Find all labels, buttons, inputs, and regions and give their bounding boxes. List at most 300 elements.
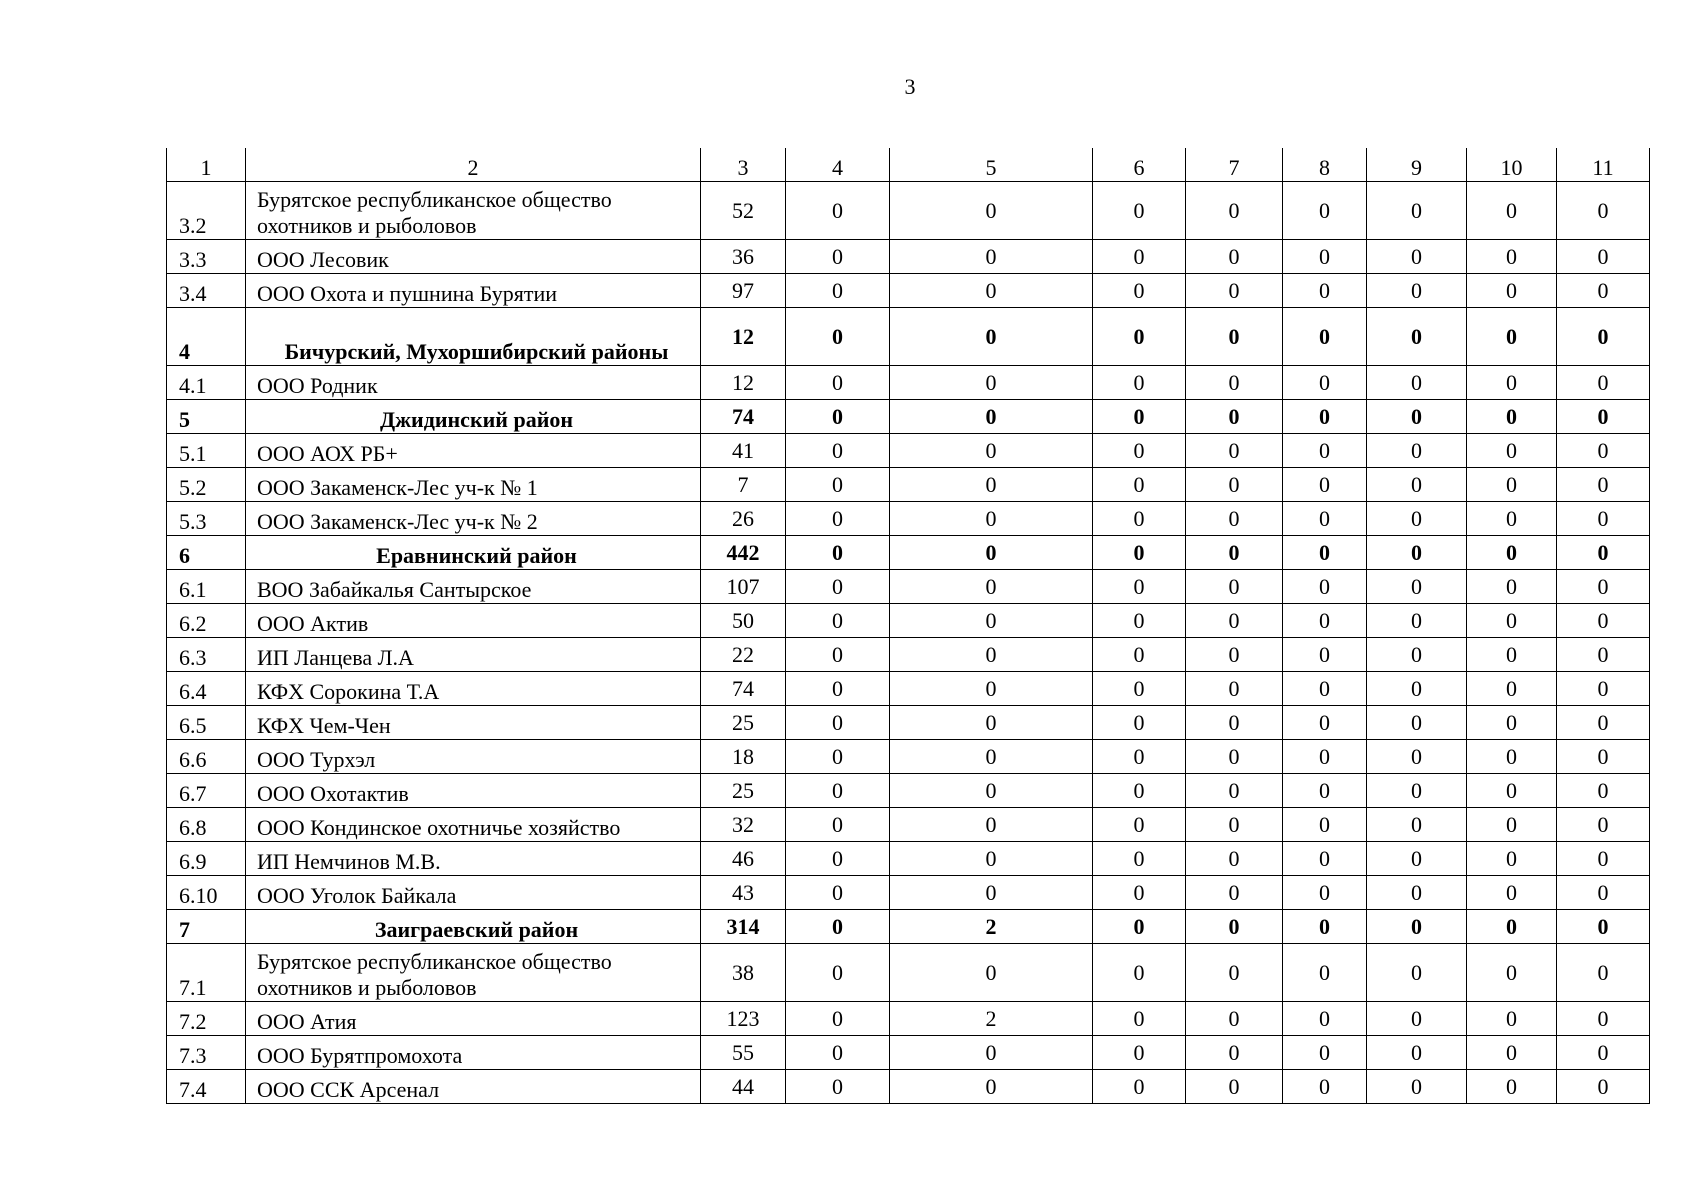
- table-row: [167, 1002, 1650, 1036]
- table-row: [167, 1070, 1650, 1104]
- value-cell: 0: [1467, 1070, 1557, 1104]
- organization-name-cell: ООО АОХ РБ+: [246, 434, 701, 468]
- column-header: 11: [1557, 148, 1650, 182]
- value-cell: 0: [1467, 182, 1557, 240]
- value-cell: 0: [890, 774, 1093, 808]
- value-cell: 0: [1367, 842, 1467, 876]
- table-row: [167, 570, 1650, 604]
- value-cell: 0: [786, 570, 890, 604]
- row-number-cell: 7.2: [167, 1002, 246, 1036]
- value-cell: 0: [890, 502, 1093, 536]
- value-cell: 0: [1467, 240, 1557, 274]
- value-cell: 0: [1093, 876, 1186, 910]
- table-row: [167, 604, 1650, 638]
- value-cell: 0: [1283, 910, 1367, 944]
- value-cell: 2: [890, 910, 1093, 944]
- organization-name-cell: КФХ Сорокина Т.А: [246, 672, 701, 706]
- value-cell: 0: [1093, 808, 1186, 842]
- column-header: 10: [1467, 148, 1557, 182]
- value-cell: 0: [1283, 1070, 1367, 1104]
- value-cell: 0: [1367, 876, 1467, 910]
- row-number-cell: 7.4: [167, 1070, 246, 1104]
- value-cell: 0: [1186, 842, 1283, 876]
- value-cell: 0: [1093, 944, 1186, 1002]
- table-row: [167, 274, 1650, 308]
- value-cell: 0: [890, 876, 1093, 910]
- value-cell: 0: [1557, 774, 1650, 808]
- value-cell: 0: [1283, 638, 1367, 672]
- value-cell: 32: [701, 808, 786, 842]
- value-cell: 0: [1093, 400, 1186, 434]
- value-cell: 0: [786, 308, 890, 366]
- value-cell: 0: [786, 366, 890, 400]
- row-number-cell: 3.4: [167, 274, 246, 308]
- value-cell: 26: [701, 502, 786, 536]
- column-header: 6: [1093, 148, 1186, 182]
- value-cell: 0: [1186, 1036, 1283, 1070]
- value-cell: 0: [786, 638, 890, 672]
- value-cell: 0: [1557, 182, 1650, 240]
- table-row: [167, 774, 1650, 808]
- table-row: [167, 876, 1650, 910]
- value-cell: 0: [1467, 308, 1557, 366]
- row-number-cell: 6.10: [167, 876, 246, 910]
- value-cell: 0: [1367, 182, 1467, 240]
- value-cell: 0: [1093, 638, 1186, 672]
- value-cell: 44: [701, 1070, 786, 1104]
- table-row: [167, 808, 1650, 842]
- organization-name-cell: ООО Родник: [246, 366, 701, 400]
- value-cell: 0: [1467, 400, 1557, 434]
- value-cell: 0: [1093, 672, 1186, 706]
- value-cell: 0: [1093, 468, 1186, 502]
- value-cell: 0: [1283, 400, 1367, 434]
- organization-name-cell: ООО Охота и пушнина Бурятии: [246, 274, 701, 308]
- value-cell: 0: [1557, 536, 1650, 570]
- value-cell: 0: [1467, 842, 1557, 876]
- value-cell: 0: [1367, 1002, 1467, 1036]
- value-cell: 0: [1557, 570, 1650, 604]
- table-row: [167, 910, 1650, 944]
- value-cell: 36: [701, 240, 786, 274]
- value-cell: 18: [701, 740, 786, 774]
- value-cell: 0: [1467, 638, 1557, 672]
- value-cell: 0: [1557, 308, 1650, 366]
- value-cell: 0: [890, 240, 1093, 274]
- value-cell: 107: [701, 570, 786, 604]
- value-cell: 0: [786, 1002, 890, 1036]
- table-row: [167, 1036, 1650, 1070]
- organization-name-cell: Бурятское республиканское общество охотников и рыболовов: [246, 182, 701, 240]
- value-cell: 0: [890, 604, 1093, 638]
- row-number-cell: 6.2: [167, 604, 246, 638]
- value-cell: 0: [1367, 706, 1467, 740]
- row-number-cell: 6.1: [167, 570, 246, 604]
- value-cell: 0: [1186, 876, 1283, 910]
- table-row: [167, 400, 1650, 434]
- value-cell: 74: [701, 672, 786, 706]
- value-cell: 55: [701, 1036, 786, 1070]
- value-cell: 0: [1186, 502, 1283, 536]
- value-cell: 0: [1367, 604, 1467, 638]
- value-cell: 0: [1283, 842, 1367, 876]
- value-cell: 0: [786, 774, 890, 808]
- value-cell: 0: [1186, 808, 1283, 842]
- row-number-cell: 6.8: [167, 808, 246, 842]
- value-cell: 0: [1283, 274, 1367, 308]
- table-row: [167, 740, 1650, 774]
- organization-name-cell: ИП Немчинов М.В.: [246, 842, 701, 876]
- value-cell: 0: [1283, 944, 1367, 1002]
- organization-name-cell: ООО Турхэл: [246, 740, 701, 774]
- value-cell: 0: [1467, 876, 1557, 910]
- value-cell: 0: [1093, 604, 1186, 638]
- value-cell: 0: [786, 1036, 890, 1070]
- value-cell: 0: [1186, 400, 1283, 434]
- value-cell: 0: [890, 274, 1093, 308]
- value-cell: 0: [1093, 1070, 1186, 1104]
- organization-name-cell: ООО Бурятпромохота: [246, 1036, 701, 1070]
- table-row: [167, 468, 1650, 502]
- value-cell: 22: [701, 638, 786, 672]
- value-cell: 0: [786, 400, 890, 434]
- value-cell: 0: [1467, 706, 1557, 740]
- row-number-cell: 3.2: [167, 182, 246, 240]
- value-cell: 0: [786, 182, 890, 240]
- value-cell: 0: [1283, 182, 1367, 240]
- value-cell: 97: [701, 274, 786, 308]
- value-cell: 0: [1367, 308, 1467, 366]
- value-cell: 0: [786, 604, 890, 638]
- value-cell: 0: [786, 1070, 890, 1104]
- row-number-cell: 6.4: [167, 672, 246, 706]
- table-row: [167, 638, 1650, 672]
- value-cell: 0: [1557, 400, 1650, 434]
- value-cell: 50: [701, 604, 786, 638]
- value-cell: 0: [1186, 274, 1283, 308]
- table-row: [167, 240, 1650, 274]
- organization-name-cell: ООО Закаменск-Лес уч-к № 2: [246, 502, 701, 536]
- value-cell: 0: [1367, 1070, 1467, 1104]
- value-cell: 0: [1367, 638, 1467, 672]
- value-cell: 0: [890, 706, 1093, 740]
- table-row: [167, 182, 1650, 240]
- value-cell: 0: [1467, 468, 1557, 502]
- value-cell: 0: [1557, 274, 1650, 308]
- value-cell: 0: [1367, 944, 1467, 1002]
- row-number-cell: 5.1: [167, 434, 246, 468]
- row-number-cell: 4: [167, 308, 246, 366]
- row-number-cell: 5.3: [167, 502, 246, 536]
- value-cell: 43: [701, 876, 786, 910]
- organization-name-cell: Бичурский, Мухоршибирский районы: [246, 308, 701, 366]
- value-cell: 0: [1283, 876, 1367, 910]
- table-row: [167, 536, 1650, 570]
- data-table: [166, 148, 1650, 1104]
- value-cell: 0: [1093, 1002, 1186, 1036]
- value-cell: 0: [1367, 740, 1467, 774]
- value-cell: 0: [1367, 910, 1467, 944]
- value-cell: 52: [701, 182, 786, 240]
- value-cell: 0: [1186, 638, 1283, 672]
- column-header: 4: [786, 148, 890, 182]
- value-cell: 0: [890, 638, 1093, 672]
- value-cell: 0: [1093, 366, 1186, 400]
- value-cell: 0: [1367, 274, 1467, 308]
- value-cell: 12: [701, 308, 786, 366]
- value-cell: 0: [1093, 706, 1186, 740]
- table-row: [167, 842, 1650, 876]
- row-number-cell: 6.9: [167, 842, 246, 876]
- value-cell: 0: [1467, 366, 1557, 400]
- value-cell: 0: [786, 536, 890, 570]
- value-cell: 0: [1283, 1002, 1367, 1036]
- value-cell: 0: [1093, 240, 1186, 274]
- column-header: 1: [167, 148, 246, 182]
- value-cell: 0: [890, 740, 1093, 774]
- row-number-cell: 7.3: [167, 1036, 246, 1070]
- value-cell: 0: [1557, 876, 1650, 910]
- value-cell: 0: [1283, 468, 1367, 502]
- value-cell: 0: [786, 808, 890, 842]
- value-cell: 0: [786, 502, 890, 536]
- value-cell: 0: [1557, 1002, 1650, 1036]
- row-number-cell: 7.1: [167, 944, 246, 1002]
- value-cell: 41: [701, 434, 786, 468]
- value-cell: 0: [1367, 570, 1467, 604]
- value-cell: 12: [701, 366, 786, 400]
- value-cell: 0: [1283, 366, 1367, 400]
- table-row: [167, 434, 1650, 468]
- organization-name-cell: КФХ Чем-Чен: [246, 706, 701, 740]
- organization-name-cell: ООО Уголок Байкала: [246, 876, 701, 910]
- value-cell: 442: [701, 536, 786, 570]
- value-cell: 0: [1283, 502, 1367, 536]
- value-cell: 0: [1283, 604, 1367, 638]
- value-cell: 0: [1093, 910, 1186, 944]
- value-cell: 74: [701, 400, 786, 434]
- column-header: 2: [246, 148, 701, 182]
- row-number-cell: 5: [167, 400, 246, 434]
- value-cell: 0: [1367, 434, 1467, 468]
- value-cell: 0: [786, 842, 890, 876]
- value-cell: 0: [1367, 400, 1467, 434]
- value-cell: 0: [890, 1070, 1093, 1104]
- value-cell: 0: [1093, 570, 1186, 604]
- value-cell: 0: [1283, 740, 1367, 774]
- value-cell: 0: [1186, 740, 1283, 774]
- value-cell: 0: [1186, 774, 1283, 808]
- value-cell: 38: [701, 944, 786, 1002]
- organization-name-cell: ВОО Забайкалья Сантырское: [246, 570, 701, 604]
- value-cell: 0: [890, 944, 1093, 1002]
- value-cell: 0: [1557, 944, 1650, 1002]
- table-row: [167, 366, 1650, 400]
- organization-name-cell: Бурятское республиканское общество охотников и рыболовов: [246, 944, 701, 1002]
- value-cell: 0: [1367, 366, 1467, 400]
- row-number-cell: 7: [167, 910, 246, 944]
- value-cell: 0: [1467, 1002, 1557, 1036]
- value-cell: 0: [1093, 1036, 1186, 1070]
- value-cell: 0: [1557, 638, 1650, 672]
- value-cell: 123: [701, 1002, 786, 1036]
- value-cell: 0: [1283, 434, 1367, 468]
- value-cell: 0: [1186, 182, 1283, 240]
- organization-name-cell: ИП Ланцева Л.А: [246, 638, 701, 672]
- organization-name-cell: ООО Кондинское охотничье хозяйство: [246, 808, 701, 842]
- value-cell: 0: [1557, 672, 1650, 706]
- value-cell: 0: [1283, 570, 1367, 604]
- value-cell: 0: [1557, 604, 1650, 638]
- value-cell: 0: [1467, 274, 1557, 308]
- value-cell: 0: [786, 910, 890, 944]
- value-cell: 0: [1093, 842, 1186, 876]
- organization-name-cell: ООО Закаменск-Лес уч-к № 1: [246, 468, 701, 502]
- value-cell: 0: [1093, 434, 1186, 468]
- organization-name-cell: ООО ССК Арсенал: [246, 1070, 701, 1104]
- value-cell: 0: [1467, 740, 1557, 774]
- value-cell: 0: [1367, 1036, 1467, 1070]
- organization-name-cell: ООО Охотактив: [246, 774, 701, 808]
- value-cell: 0: [1186, 240, 1283, 274]
- value-cell: 0: [1467, 1036, 1557, 1070]
- value-cell: 0: [786, 944, 890, 1002]
- value-cell: 0: [1557, 434, 1650, 468]
- value-cell: 7: [701, 468, 786, 502]
- value-cell: 0: [890, 468, 1093, 502]
- row-number-cell: 3.3: [167, 240, 246, 274]
- value-cell: 0: [1186, 706, 1283, 740]
- value-cell: 0: [1467, 808, 1557, 842]
- value-cell: 0: [1557, 502, 1650, 536]
- value-cell: 0: [786, 274, 890, 308]
- value-cell: 314: [701, 910, 786, 944]
- value-cell: 0: [1467, 434, 1557, 468]
- value-cell: 0: [1093, 536, 1186, 570]
- value-cell: 0: [1557, 910, 1650, 944]
- value-cell: 0: [1467, 536, 1557, 570]
- row-number-cell: 6.5: [167, 706, 246, 740]
- value-cell: 0: [1283, 536, 1367, 570]
- value-cell: 0: [786, 240, 890, 274]
- value-cell: 0: [1186, 1070, 1283, 1104]
- value-cell: 0: [786, 672, 890, 706]
- value-cell: 0: [890, 1036, 1093, 1070]
- table-row: [167, 502, 1650, 536]
- table-row: [167, 706, 1650, 740]
- value-cell: 0: [1186, 910, 1283, 944]
- value-cell: 0: [1367, 536, 1467, 570]
- value-cell: 0: [1093, 502, 1186, 536]
- value-cell: 0: [890, 182, 1093, 240]
- value-cell: 0: [1557, 366, 1650, 400]
- value-cell: 0: [1283, 774, 1367, 808]
- column-header: 5: [890, 148, 1093, 182]
- value-cell: 0: [786, 740, 890, 774]
- value-cell: 0: [1367, 240, 1467, 274]
- value-cell: 0: [890, 536, 1093, 570]
- value-cell: 0: [1186, 1002, 1283, 1036]
- value-cell: 0: [1367, 774, 1467, 808]
- row-number-cell: 6: [167, 536, 246, 570]
- row-number-cell: 5.2: [167, 468, 246, 502]
- value-cell: 0: [890, 308, 1093, 366]
- table-header-row: [167, 148, 1650, 182]
- organization-name-cell: Заиграевский район: [246, 910, 701, 944]
- value-cell: 0: [1467, 502, 1557, 536]
- column-header: 3: [701, 148, 786, 182]
- value-cell: 0: [1093, 774, 1186, 808]
- value-cell: 25: [701, 774, 786, 808]
- organization-name-cell: ООО Лесовик: [246, 240, 701, 274]
- value-cell: 25: [701, 706, 786, 740]
- value-cell: 0: [1557, 240, 1650, 274]
- value-cell: 0: [890, 400, 1093, 434]
- value-cell: 0: [1557, 1036, 1650, 1070]
- value-cell: 0: [1186, 944, 1283, 1002]
- value-cell: 0: [1283, 672, 1367, 706]
- value-cell: 0: [1367, 468, 1467, 502]
- value-cell: 0: [786, 434, 890, 468]
- value-cell: 0: [1186, 570, 1283, 604]
- page-number: 3: [904, 74, 916, 99]
- value-cell: 0: [1186, 604, 1283, 638]
- organization-name-cell: ООО Актив: [246, 604, 701, 638]
- value-cell: 0: [786, 706, 890, 740]
- value-cell: 0: [786, 468, 890, 502]
- value-cell: 0: [1367, 808, 1467, 842]
- value-cell: 0: [890, 366, 1093, 400]
- value-cell: 0: [1467, 570, 1557, 604]
- value-cell: 0: [1093, 182, 1186, 240]
- value-cell: 0: [1367, 502, 1467, 536]
- value-cell: 0: [890, 842, 1093, 876]
- table-row: [167, 672, 1650, 706]
- value-cell: 0: [1557, 842, 1650, 876]
- value-cell: 0: [1467, 604, 1557, 638]
- value-cell: 0: [1093, 274, 1186, 308]
- value-cell: 0: [1186, 308, 1283, 366]
- column-header: 8: [1283, 148, 1367, 182]
- value-cell: 0: [890, 570, 1093, 604]
- organization-name-cell: Еравнинский район: [246, 536, 701, 570]
- organization-name-cell: Джидинский район: [246, 400, 701, 434]
- value-cell: 0: [1186, 366, 1283, 400]
- value-cell: 0: [1186, 536, 1283, 570]
- row-number-cell: 6.6: [167, 740, 246, 774]
- value-cell: 0: [1467, 944, 1557, 1002]
- value-cell: 46: [701, 842, 786, 876]
- value-cell: 0: [1467, 672, 1557, 706]
- organization-name-cell: ООО Атия: [246, 1002, 701, 1036]
- value-cell: 0: [1557, 1070, 1650, 1104]
- row-number-cell: 6.3: [167, 638, 246, 672]
- value-cell: 0: [1557, 468, 1650, 502]
- column-header: 7: [1186, 148, 1283, 182]
- value-cell: 0: [786, 876, 890, 910]
- value-cell: 0: [890, 808, 1093, 842]
- row-number-cell: 6.7: [167, 774, 246, 808]
- value-cell: 0: [1283, 240, 1367, 274]
- table-row: [167, 944, 1650, 1002]
- value-cell: 0: [1367, 672, 1467, 706]
- value-cell: 0: [1467, 774, 1557, 808]
- value-cell: 0: [1557, 706, 1650, 740]
- value-cell: 0: [1467, 910, 1557, 944]
- row-number-cell: 4.1: [167, 366, 246, 400]
- value-cell: 0: [1283, 308, 1367, 366]
- value-cell: 0: [890, 672, 1093, 706]
